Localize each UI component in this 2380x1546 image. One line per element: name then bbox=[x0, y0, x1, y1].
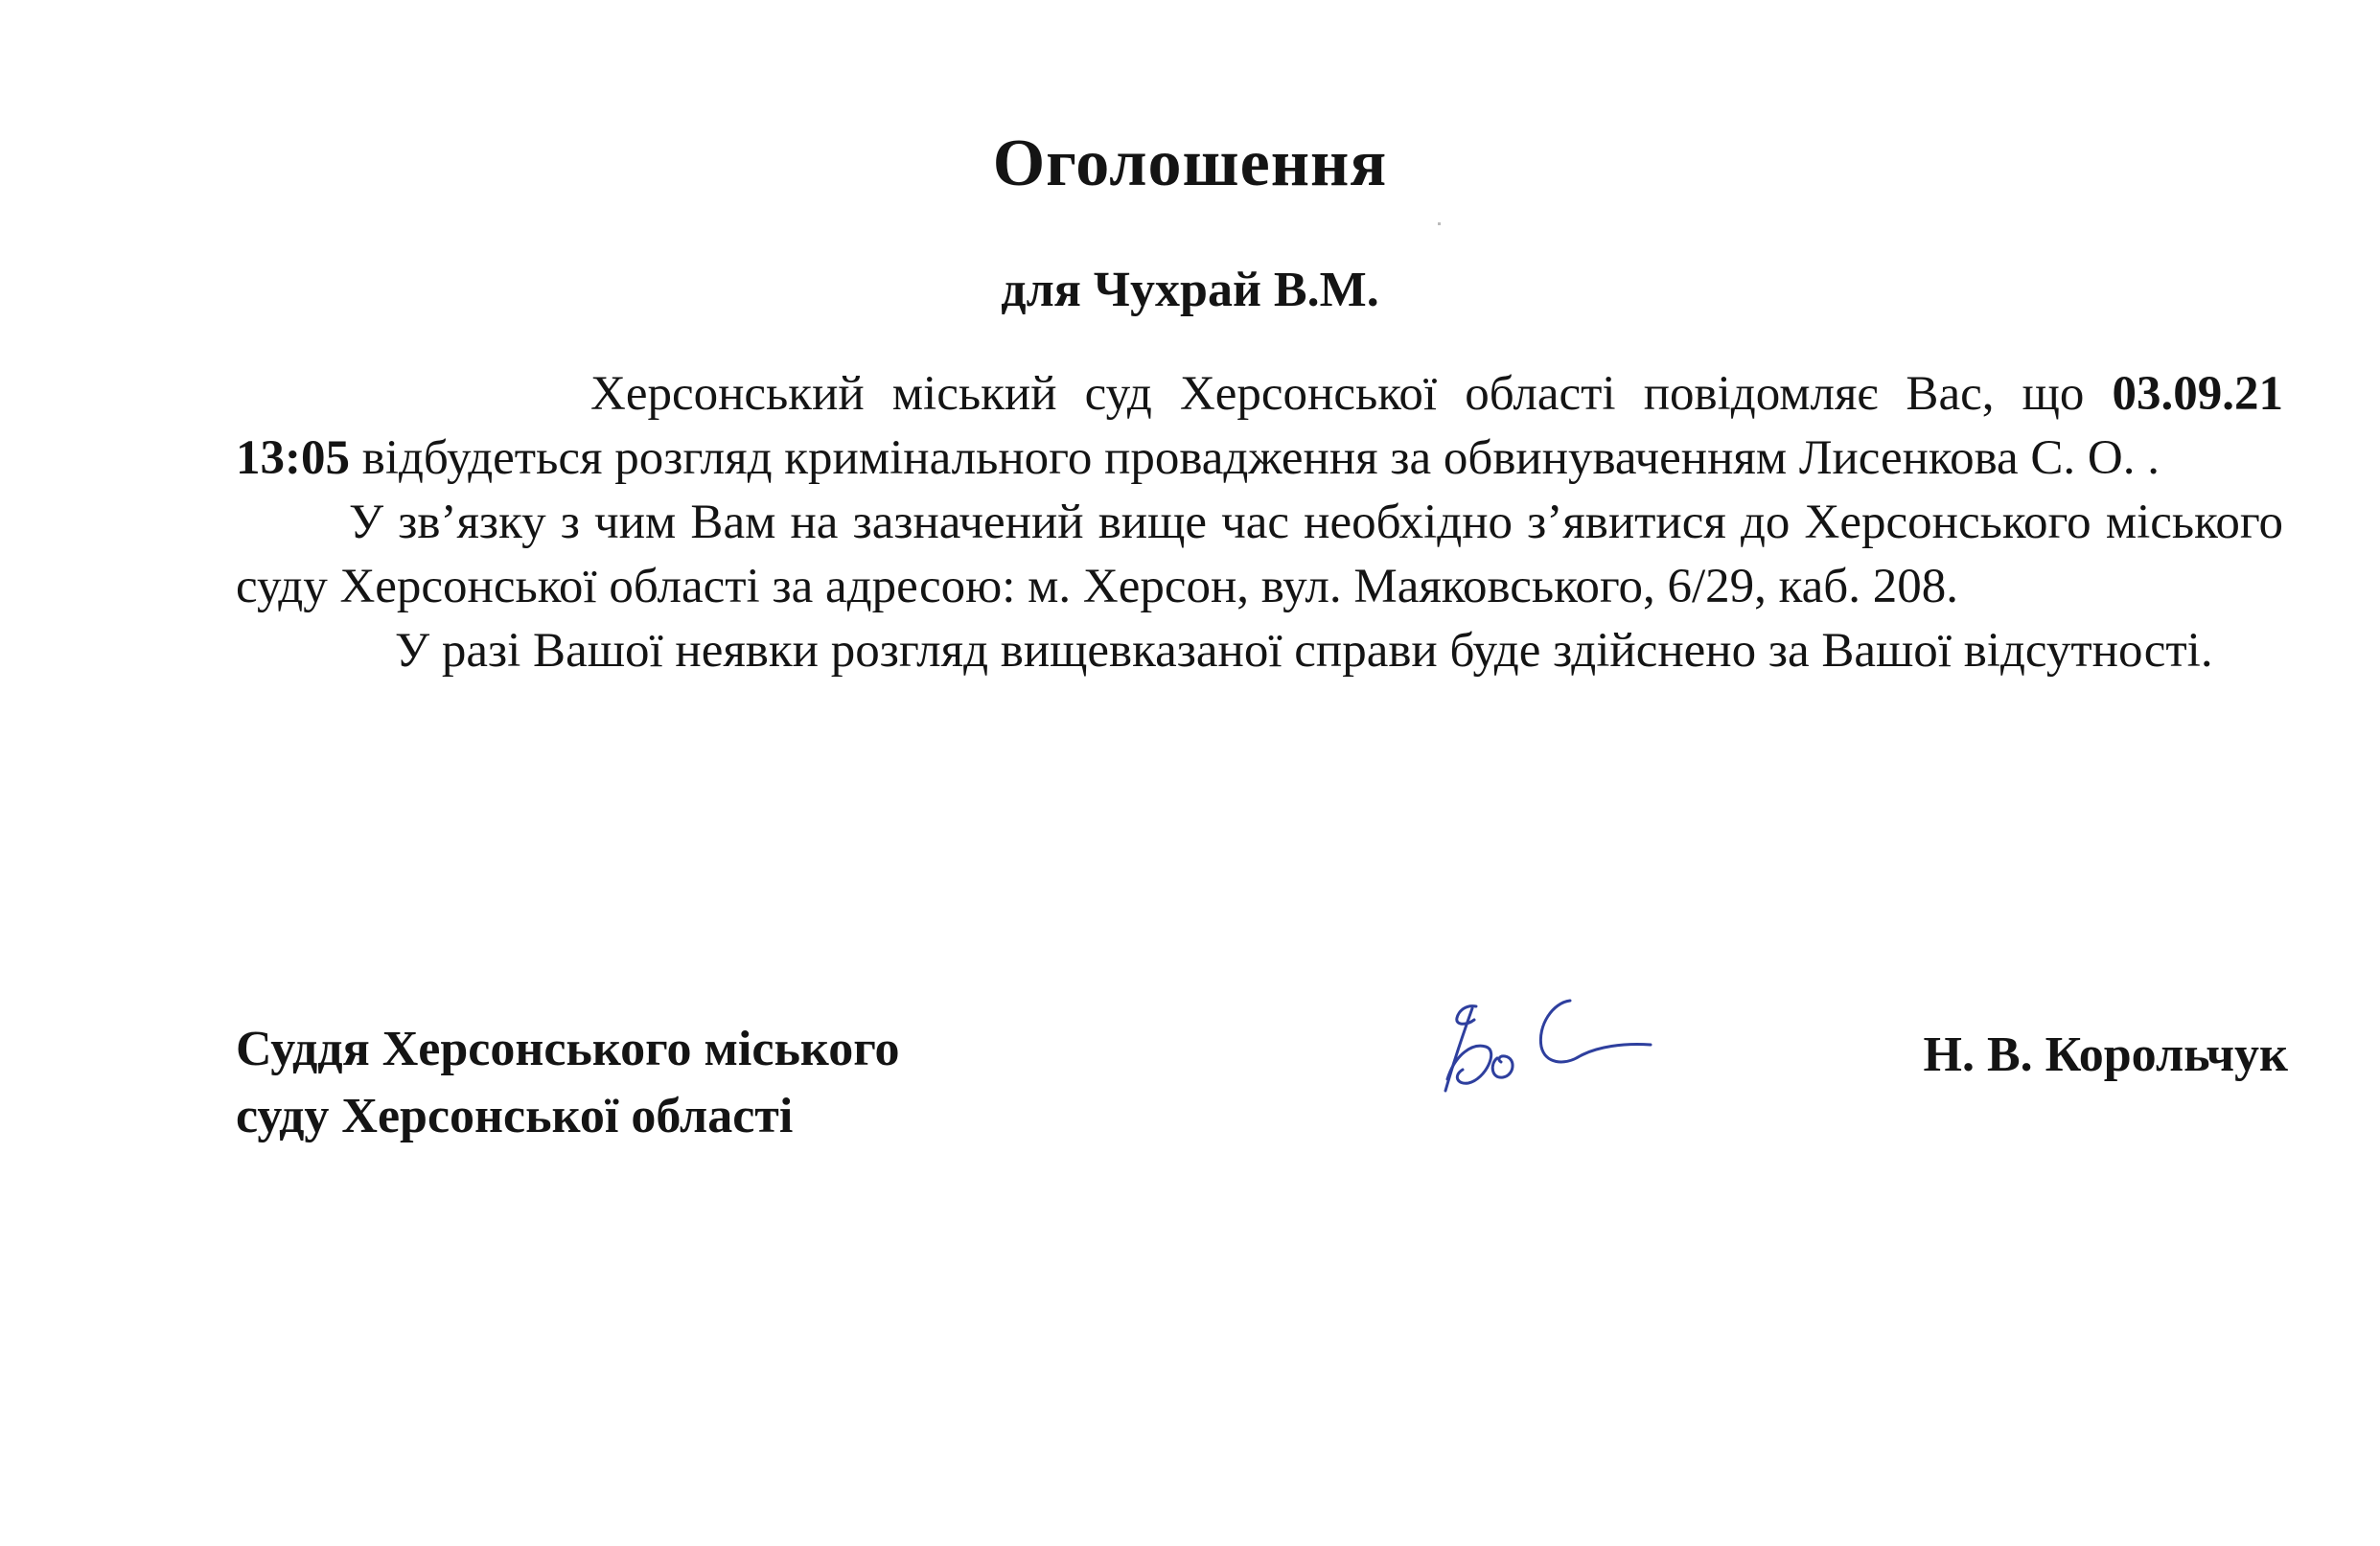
judge-title bbox=[236, 1016, 1194, 1150]
hearing-datetime: 03.09.21 13:05 bbox=[236, 367, 2283, 485]
addressee-line: для Чухрай В.М. bbox=[1001, 263, 1379, 317]
scan-artifact bbox=[1438, 222, 1441, 225]
judge-name: Н. В. Корольчук bbox=[1923, 1027, 2288, 1082]
document-title: Оголошення bbox=[992, 127, 1388, 200]
paragraph1-intro: Херсонський міський суд Херсонської області повідомляє Вас, що bbox=[590, 367, 2113, 421]
handwritten-signature-icon bbox=[1409, 987, 1658, 1102]
paragraph-hearing-notice bbox=[236, 362, 2283, 491]
paragraph-appearance-address: У зв’язку з чим Вам на зазначений вище час необхідно з’явитися до Херсонського міського суду Херсонської області за адресою: м. Херсон, вул. Маяковського, 6/29, каб. 208. bbox=[236, 496, 2283, 613]
paragraph1-rest: відбудеться розгляд кримінального провадження за обвинуваченням Лисенкова С. О. . bbox=[349, 431, 2160, 485]
paragraph-absence-warning: У разі Вашої неявки розгляд вищевказаної справи буде здійснено за Вашої відсутності. bbox=[395, 624, 2213, 678]
document-body bbox=[236, 362, 2283, 683]
judge-title-line1: Суддя Херсонського міського bbox=[236, 1022, 900, 1076]
judge-title-line2: суду Херсонської області bbox=[236, 1089, 794, 1143]
